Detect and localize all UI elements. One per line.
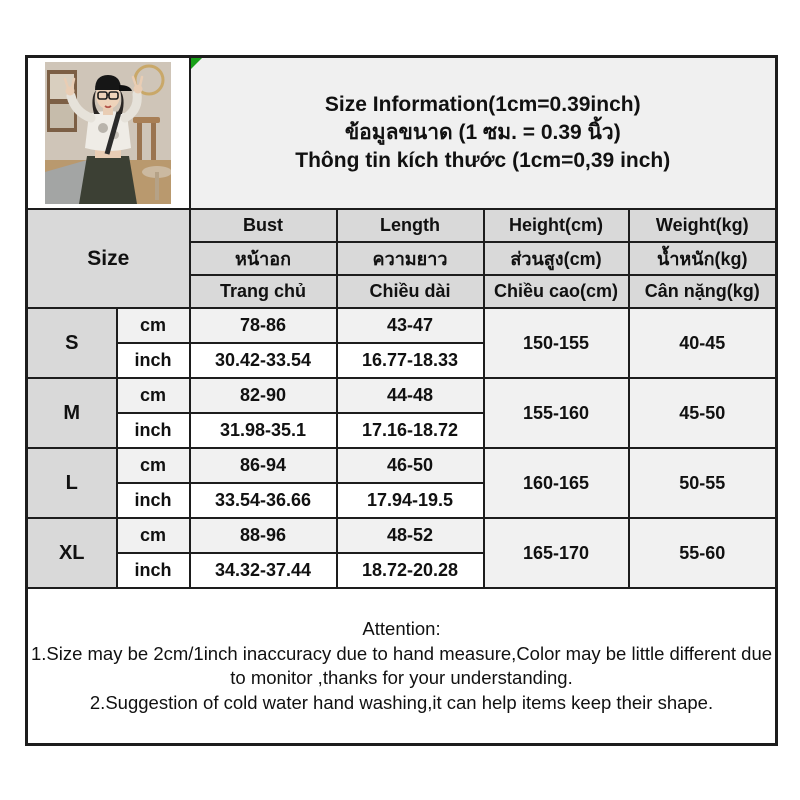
header-length-th: ความยาว (337, 242, 484, 275)
table-row (27, 308, 777, 343)
bust-cm-value: 82-90 (190, 378, 337, 413)
attention-heading: Attention: (362, 618, 441, 639)
bust-cm-value: 78-86 (190, 308, 337, 343)
height-value: 160-165 (484, 448, 629, 518)
table-row (27, 378, 777, 413)
height-value: 165-170 (484, 518, 629, 588)
title-english: Size Information(1cm=0.39inch) (324, 93, 641, 116)
header-height-en: Height(cm) (484, 209, 629, 242)
length-cm-value: 46-50 (337, 448, 484, 483)
size-label-m: M (27, 378, 117, 448)
length-cm-value: 43-47 (337, 308, 484, 343)
height-value: 155-160 (484, 378, 629, 448)
model-photo-cell (27, 57, 190, 210)
length-cm-value: 48-52 (337, 518, 484, 553)
length-inch-value: 17.16-18.72 (337, 413, 484, 448)
unit-inch-label: inch (117, 343, 190, 378)
header-weight-en: Weight(kg) (629, 209, 777, 242)
header-bust-vi: Trang chủ (190, 275, 337, 308)
bust-inch-value: 34.32-37.44 (190, 553, 337, 588)
bust-inch-value: 30.42-33.54 (190, 343, 337, 378)
cell-corner-flag-icon (191, 58, 202, 69)
model-photo (45, 62, 171, 204)
height-value: 150-155 (484, 308, 629, 378)
header-bust-en: Bust (190, 209, 337, 242)
weight-value: 45-50 (629, 378, 777, 448)
header-weight-th: น้ำหนัก(kg) (629, 242, 777, 275)
header-length-vi: Chiều dài (337, 275, 484, 308)
unit-inch-label: inch (117, 483, 190, 518)
weight-value: 55-60 (629, 518, 777, 588)
attention-note-2: 2.Suggestion of cold water hand washing,it can help items keep their shape. (89, 691, 714, 713)
size-column-header: Size (27, 209, 190, 308)
table-row (27, 448, 777, 483)
header-height-th: ส่วนสูง(cm) (484, 242, 629, 275)
bust-cm-value: 88-96 (190, 518, 337, 553)
title-vietnamese: Thông tin kích thước (1cm=0,39 inch) (295, 149, 671, 172)
header-length-en: Length (337, 209, 484, 242)
size-label-xl: XL (27, 518, 117, 588)
bust-cm-value: 86-94 (190, 448, 337, 483)
header-weight-vi: Cân nặng(kg) (629, 275, 777, 308)
unit-cm-label: cm (117, 378, 190, 413)
weight-value: 40-45 (629, 308, 777, 378)
length-cm-value: 44-48 (337, 378, 484, 413)
size-label-l: L (27, 448, 117, 518)
weight-value: 50-55 (629, 448, 777, 518)
length-inch-value: 18.72-20.28 (337, 553, 484, 588)
size-chart-sheet (25, 55, 778, 746)
size-label-s: S (27, 308, 117, 378)
length-inch-value: 17.94-19.5 (337, 483, 484, 518)
bust-inch-value: 33.54-36.66 (190, 483, 337, 518)
attention-note-1: 1.Size may be 2cm/1inch inaccuracy due to hand measure,Color may be little different due to monitor ,thanks for your understanding. (30, 642, 773, 688)
title-cell (190, 57, 777, 210)
bust-inch-value: 31.98-35.1 (190, 413, 337, 448)
unit-inch-label: inch (117, 413, 190, 448)
table-row (27, 518, 777, 553)
length-inch-value: 16.77-18.33 (337, 343, 484, 378)
unit-inch-label: inch (117, 553, 190, 588)
unit-cm-label: cm (117, 518, 190, 553)
unit-cm-label: cm (117, 448, 190, 483)
size-chart-table (25, 55, 778, 746)
attention-cell (27, 588, 777, 745)
title-thai: ข้อมูลขนาด (1 ซม. = 0.39 นิ้ว) (344, 121, 621, 144)
unit-cm-label: cm (117, 308, 190, 343)
header-height-vi: Chiều cao(cm) (484, 275, 629, 308)
header-bust-th: หน้าอก (190, 242, 337, 275)
